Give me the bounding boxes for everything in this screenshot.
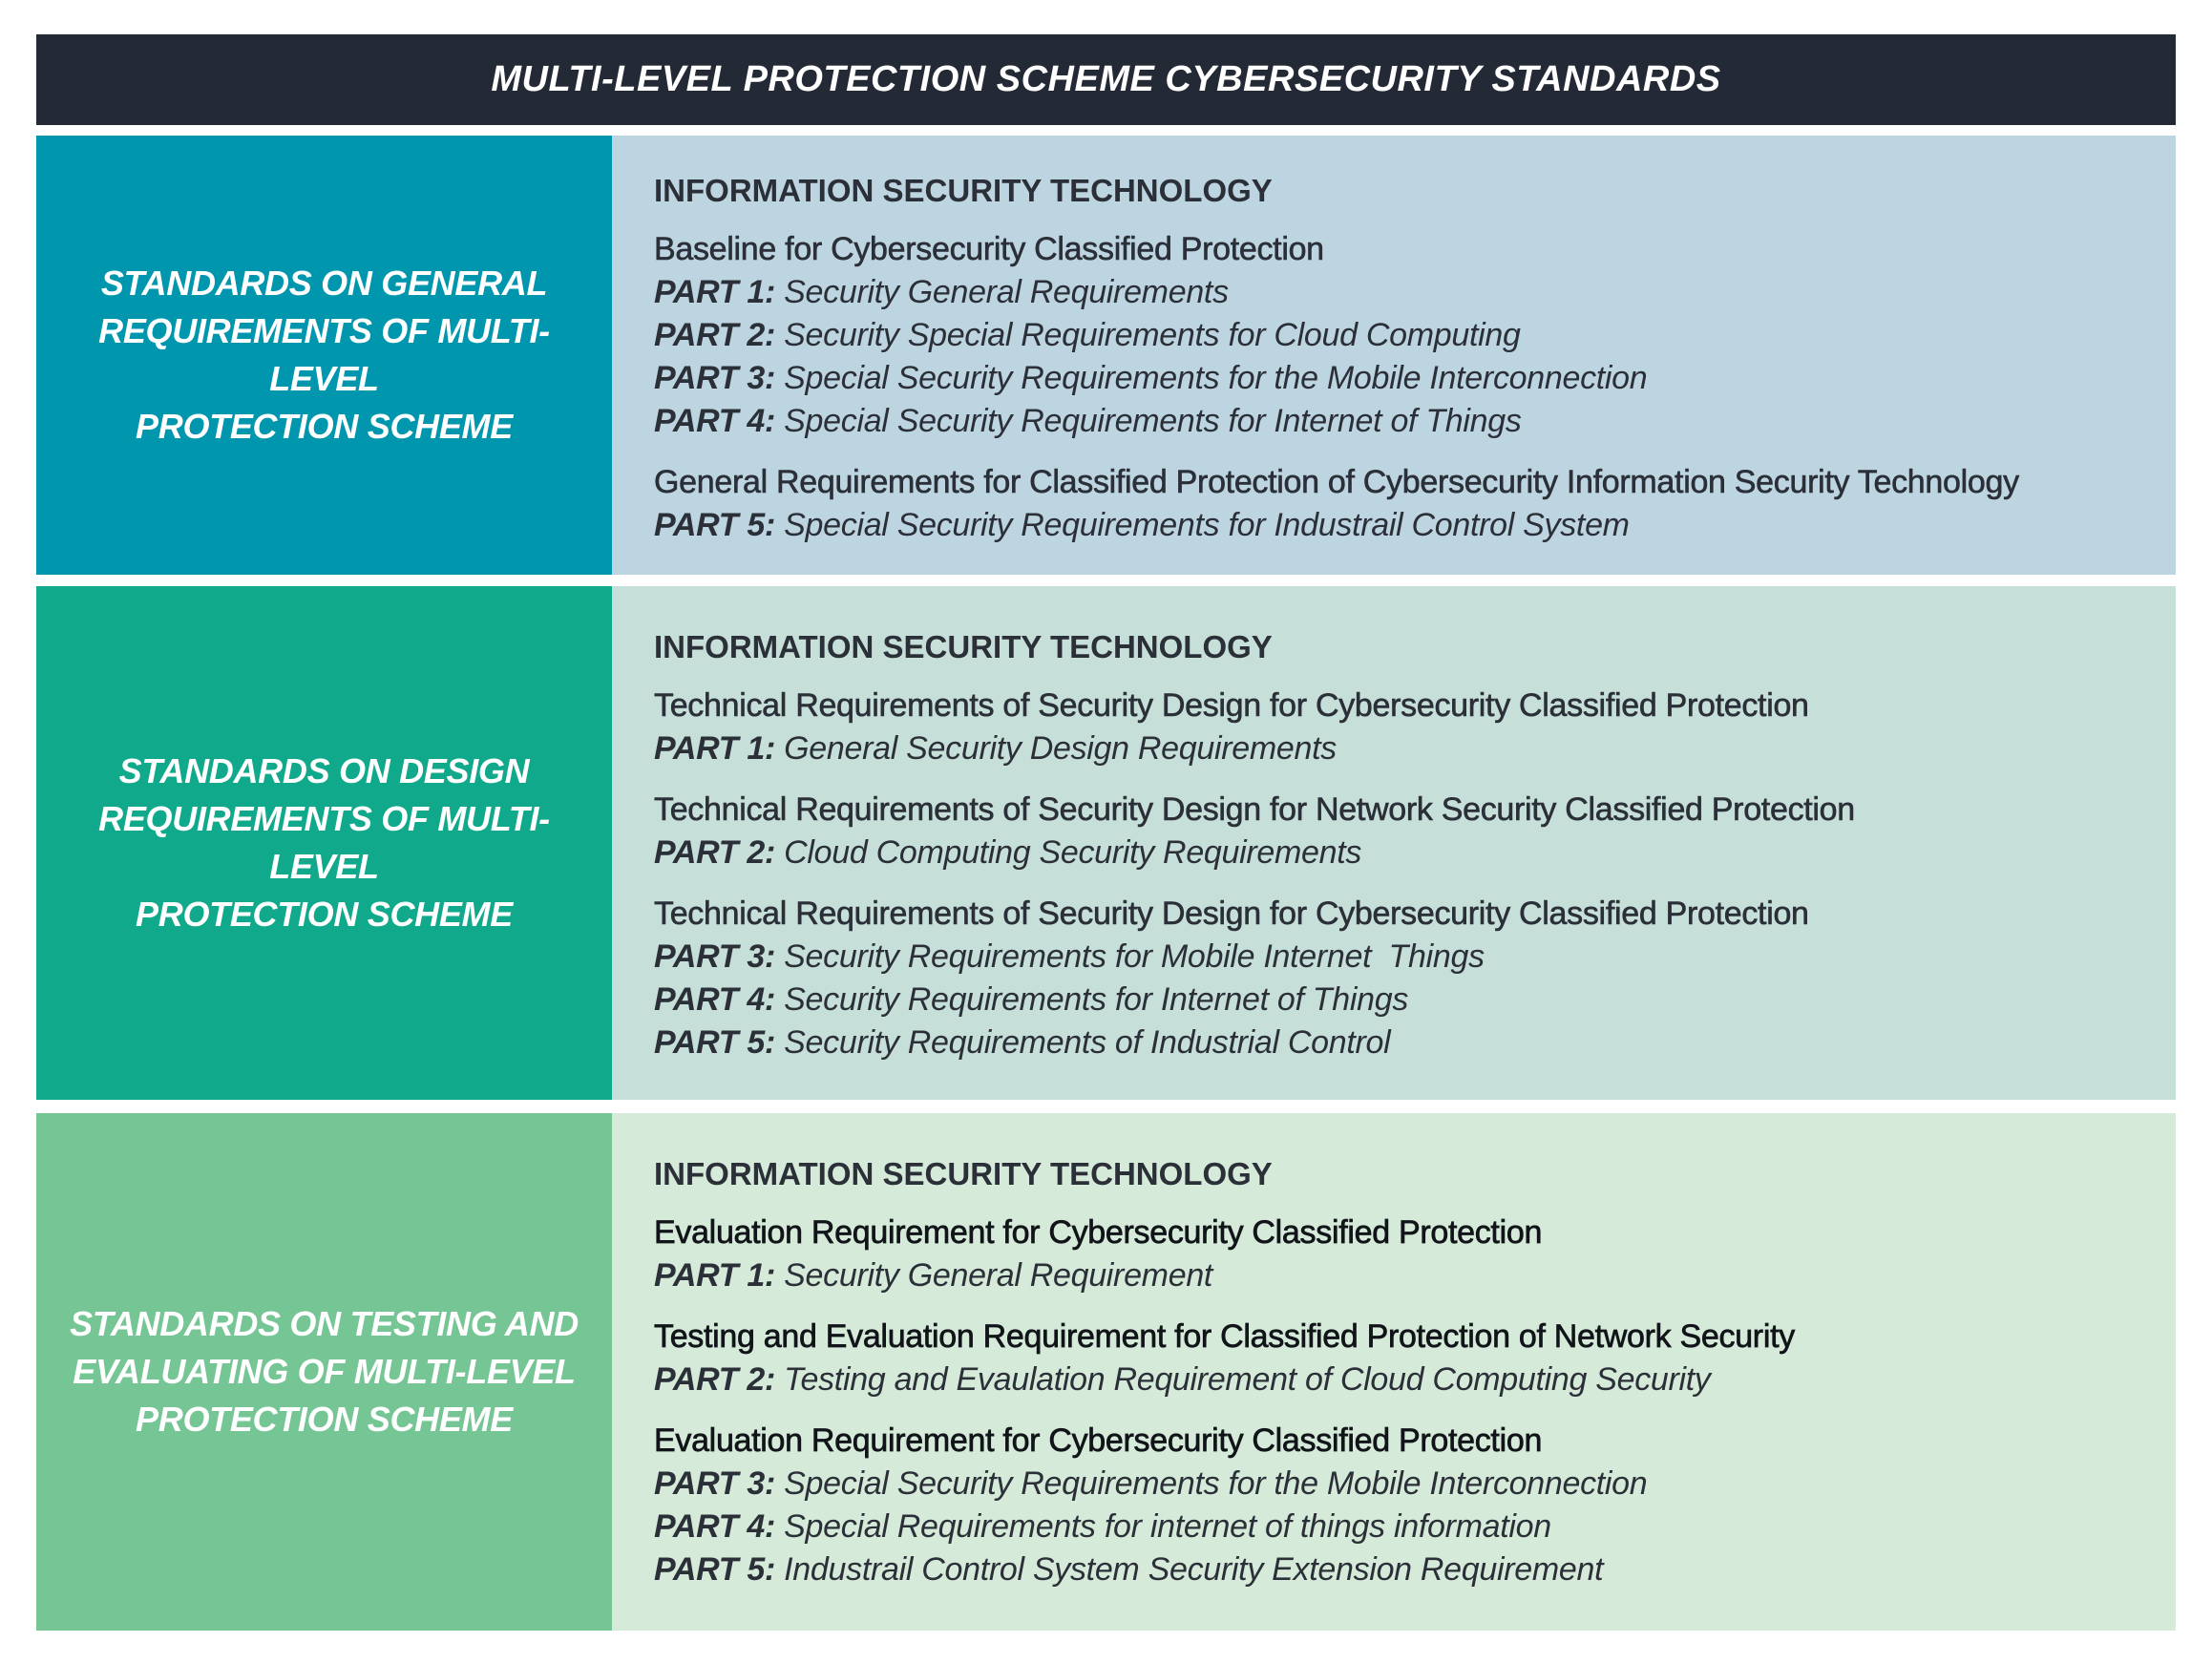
part-item (654, 357, 2176, 400)
section-label: STANDARDS ON TESTING AND EVALUATING OF MULTI-LEVEL PROTECTION SCHEME (70, 1304, 579, 1439)
part-text: Special Security Requirements for the Mobile Interconnection (775, 360, 1648, 396)
section-label-panel (36, 1113, 612, 1631)
standard-title: Testing and Evaluation Requirement for Classified Protection of Network Security (654, 1318, 1795, 1355)
part-item (654, 271, 2176, 314)
part-item (654, 1359, 2176, 1401)
part-label: PART 4: (654, 1508, 775, 1545)
part-label: PART 5: (654, 1024, 775, 1061)
section-heading: INFORMATION SECURITY TECHNOLOGY (654, 629, 1273, 664)
part-text: Special Security Requirements for the Mobile Interconnection (775, 1465, 1648, 1502)
part-label: PART 1: (654, 274, 775, 310)
part-item (654, 504, 2176, 547)
part-text: Security Requirements for Internet of Things (775, 981, 1409, 1018)
section-content (612, 1113, 2176, 1631)
part-text: Security General Requirement (775, 1257, 1213, 1294)
standard-title: Technical Requirements of Security Design for Network Security Classified Protection (654, 791, 1855, 828)
part-text: Industrail Control System Security Extension Requirement (775, 1551, 1604, 1588)
part-item (654, 1548, 2176, 1591)
part-label: PART 4: (654, 403, 775, 439)
section-label-panel (36, 586, 612, 1100)
standard-group (654, 227, 2176, 443)
part-text: Special Security Requirements for Internet of Things (775, 403, 1522, 439)
part-item (654, 1463, 2176, 1506)
part-text: Special Requirements for internet of things information (775, 1508, 1551, 1545)
standard-group (654, 892, 2176, 1064)
part-label: PART 2: (654, 1361, 775, 1398)
section-label-panel (36, 136, 612, 575)
part-item (654, 1254, 2176, 1297)
section-heading: INFORMATION SECURITY TECHNOLOGY (654, 173, 1273, 208)
part-label: PART 3: (654, 938, 775, 975)
section-content (612, 586, 2176, 1100)
standard-group (654, 684, 2176, 770)
section-design-requirements (36, 586, 2176, 1100)
standard-title: Evaluation Requirement for Cybersecurity Classified Protection (654, 1422, 1543, 1459)
part-label: PART 2: (654, 317, 775, 353)
standard-title: General Requirements for Classified Protection of Cybersecurity Information Security Technology (654, 464, 2019, 500)
part-label: PART 3: (654, 360, 775, 396)
standard-group (654, 1211, 2176, 1297)
section-label: STANDARDS ON DESIGN REQUIREMENTS OF MULTI-LEVEL PROTECTION SCHEME (98, 751, 550, 934)
part-item (654, 314, 2176, 357)
part-text: Testing and Evaulation Requirement of Cloud Computing Security (775, 1361, 1711, 1398)
part-text: Security Requirements of Industrial Control (775, 1024, 1391, 1061)
part-label: PART 5: (654, 507, 775, 543)
section-label: STANDARDS ON GENERAL REQUIREMENTS OF MULTI-LEVEL PROTECTION SCHEME (98, 263, 550, 446)
part-text: Special Security Requirements for Industrail Control System (775, 507, 1630, 543)
part-item (654, 832, 2176, 874)
part-label: PART 1: (654, 730, 775, 767)
standard-group (654, 788, 2176, 874)
part-label: PART 5: (654, 1551, 775, 1588)
part-text: Security Special Requirements for Cloud Computing (775, 317, 1521, 353)
section-heading: INFORMATION SECURITY TECHNOLOGY (654, 1156, 1273, 1191)
part-text: Security Requirements for Mobile Internet Things (775, 938, 1485, 975)
standard-title: Technical Requirements of Security Design for Cybersecurity Classified Protection (654, 687, 1809, 724)
part-label: PART 2: (654, 834, 775, 871)
section-general-requirements (36, 136, 2176, 575)
part-item (654, 727, 2176, 770)
part-item (654, 400, 2176, 443)
part-label: PART 1: (654, 1257, 775, 1294)
part-text: Cloud Computing Security Requirements (775, 834, 1362, 871)
part-label: PART 4: (654, 981, 775, 1018)
standard-title: Evaluation Requirement for Cybersecurity Classified Protection (654, 1214, 1543, 1251)
standard-group (654, 1419, 2176, 1591)
part-text: Security General Requirements (775, 274, 1229, 310)
part-item (654, 936, 2176, 979)
part-item (654, 1506, 2176, 1548)
standard-group (654, 1315, 2176, 1401)
part-item (654, 1022, 2176, 1064)
part-item (654, 979, 2176, 1022)
standard-group (654, 460, 2176, 547)
part-text: General Security Design Requirements (775, 730, 1337, 767)
section-content (612, 136, 2176, 575)
section-testing-evaluating (36, 1113, 2176, 1631)
standard-title: Baseline for Cybersecurity Classified Protection (654, 231, 1324, 267)
page-title: MULTI-LEVEL PROTECTION SCHEME CYBERSECURITY STANDARDS (491, 59, 1721, 99)
part-label: PART 3: (654, 1465, 775, 1502)
title-banner (36, 34, 2176, 125)
standard-title: Technical Requirements of Security Design for Cybersecurity Classified Protection (654, 895, 1809, 932)
